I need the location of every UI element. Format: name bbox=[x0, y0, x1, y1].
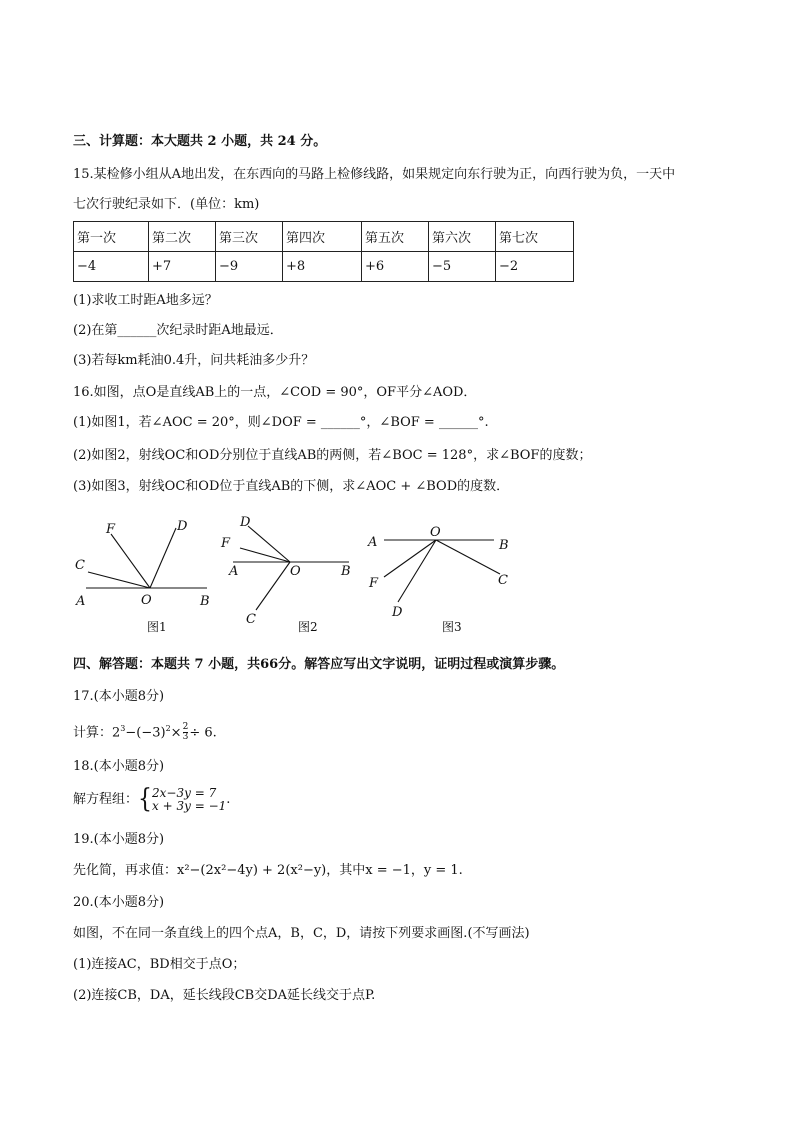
figure-3 bbox=[362, 512, 522, 637]
question-15-part-1: (1)求收工时距A地多远？ bbox=[73, 293, 218, 308]
table-header-row bbox=[74, 222, 574, 252]
equation-system bbox=[152, 787, 226, 813]
table-cell: 第五次 bbox=[362, 222, 429, 252]
question-16-stem: 16.如图，点O是直线AB上的一点，∠COD = 90°，OF平分∠AOD． bbox=[73, 385, 477, 400]
section-title: 四、解答题：本题共 7 小题，共66分。解答应写出文字说明，证明过程或演算步骤。 bbox=[73, 657, 565, 672]
figure-1 bbox=[70, 512, 220, 637]
table-cell: +7 bbox=[149, 252, 216, 282]
label-o: O bbox=[141, 593, 152, 608]
times-sign: × bbox=[170, 725, 182, 741]
label-a: A bbox=[76, 594, 86, 609]
question-20-part-2: (2)连接CB，DA，延长线段CB交DA延长线交于点P. bbox=[73, 988, 376, 1003]
label-a: A bbox=[229, 564, 239, 579]
expr-tail: ÷ 6. bbox=[189, 725, 217, 741]
expr-prefix: 计算：2 bbox=[73, 725, 121, 741]
driving-record-table bbox=[73, 221, 574, 282]
question-18-header: 18.(本小题8分) bbox=[73, 759, 165, 774]
section-title: 三、计算题：本大题共 2 小题，共 24 分。 bbox=[73, 134, 327, 149]
label-b: B bbox=[499, 538, 509, 553]
label-d: D bbox=[177, 519, 188, 534]
expr-middle: −(−3) bbox=[125, 725, 166, 741]
label-c: C bbox=[246, 612, 256, 627]
label-a: A bbox=[368, 535, 378, 550]
label-d: D bbox=[240, 515, 251, 530]
table-cell: −9 bbox=[216, 252, 283, 282]
exponent: 2 bbox=[165, 724, 171, 733]
figure-caption: 图1 bbox=[147, 620, 167, 634]
label-b: B bbox=[200, 594, 210, 609]
table-cell: +8 bbox=[283, 252, 362, 282]
label-c: C bbox=[498, 573, 508, 588]
question-16-part-2: (2)如图2，射线OC和OD分别位于直线AB的两侧，若∠BOC = 128°，求∠BOF的度数； bbox=[73, 448, 592, 463]
figure-caption: 图2 bbox=[298, 620, 318, 634]
system-prefix: 解方程组： bbox=[73, 792, 139, 807]
table-cell: −2 bbox=[496, 252, 574, 282]
label-o: O bbox=[290, 564, 301, 579]
question-17-expression bbox=[73, 717, 217, 745]
label-f: F bbox=[106, 522, 116, 537]
table-cell: 第四次 bbox=[283, 222, 362, 252]
equation-1: 2x−3y = 7 bbox=[152, 785, 217, 800]
fraction-numerator: 2 bbox=[182, 722, 189, 733]
system-tail: . bbox=[226, 792, 231, 807]
question-20-part-1: (1)连接AC，BD相交于点O； bbox=[73, 957, 246, 972]
figure-2 bbox=[218, 512, 358, 637]
question-16-part-1: (1)如图1，若∠AOC = 20°，则∠DOF = ______°，∠BOF = ______°. bbox=[73, 415, 489, 430]
label-f: F bbox=[369, 576, 379, 591]
brace-icon: { bbox=[138, 783, 153, 814]
question-20-header: 20.(本小题8分) bbox=[73, 895, 165, 910]
figure-caption: 图3 bbox=[442, 620, 462, 634]
question-17-header: 17.(本小题8分) bbox=[73, 689, 165, 704]
question-15-part-3: (3)若每km耗油0.4升，问共耗油多少升？ bbox=[73, 353, 315, 368]
question-18-system bbox=[73, 783, 231, 814]
label-f: F bbox=[221, 536, 231, 551]
table-cell: −4 bbox=[74, 252, 149, 282]
table-cell: −5 bbox=[429, 252, 496, 282]
table-row bbox=[74, 252, 574, 282]
table-cell: +6 bbox=[362, 252, 429, 282]
question-16-part-3: (3)如图3，射线OC和OD位于直线AB的下侧，求∠AOC + ∠BOD的度数． bbox=[73, 479, 510, 494]
exponent: 3 bbox=[120, 724, 126, 733]
question-19-text: 先化简，再求值：x²−(2x²−4y) + 2(x²−y)，其中x = −1，y = 1. bbox=[73, 863, 463, 878]
label-b: B bbox=[341, 564, 351, 579]
equation-2: x + 3y = −1 bbox=[152, 798, 227, 813]
label-o: O bbox=[430, 525, 441, 540]
fraction-denominator: 3 bbox=[182, 732, 189, 743]
question-15-part-2: (2)在第______次纪录时距A地最远． bbox=[73, 323, 283, 338]
label-c: C bbox=[75, 558, 85, 573]
table-cell: 第六次 bbox=[429, 222, 496, 252]
question-19-header: 19.(本小题8分) bbox=[73, 832, 165, 847]
question-15-stem-cont: 七次行驶纪录如下．(单位：km) bbox=[73, 197, 260, 212]
table-cell: 第一次 bbox=[74, 222, 149, 252]
label-d: D bbox=[392, 605, 403, 620]
fraction bbox=[183, 723, 189, 742]
question-20-stem: 如图，不在同一条直线上的四个点A，B，C，D，请按下列要求画图.(不写画法) bbox=[73, 926, 530, 941]
question-15-stem: 15.某检修小组从A地出发，在东西向的马路上检修线路，如果规定向东行驶为正，向西行驶为负，一天中 bbox=[73, 167, 676, 182]
table-cell: 第三次 bbox=[216, 222, 283, 252]
table-cell: 第七次 bbox=[496, 222, 574, 252]
table-cell: 第二次 bbox=[149, 222, 216, 252]
